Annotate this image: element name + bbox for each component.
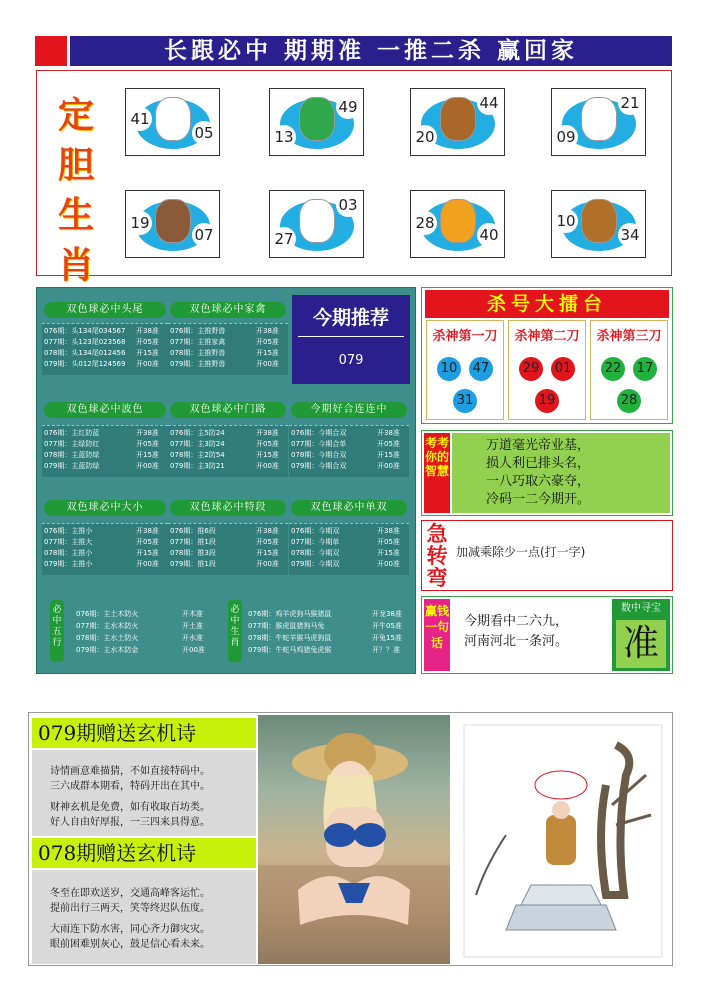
tiger-icon [440, 199, 476, 243]
zodiac-label-char: 生 [57, 194, 94, 236]
group-row: 078期：主蓝防绿 [44, 451, 100, 459]
wisdom-line: 冷码一二今期开。 [486, 492, 591, 507]
group-row: 076期：主土木防火 [76, 610, 139, 618]
group-tag: 必中生肖 [228, 600, 242, 662]
zodiac-label-char: 胆 [57, 144, 94, 186]
recommend-box [292, 295, 410, 384]
recommend-title: 今期推荐 [312, 307, 389, 329]
wisdom-line: 一八巧取六豪夺， [486, 474, 591, 489]
group-result: 开38准 [256, 327, 279, 335]
group-result: 开牛05准 [372, 622, 402, 630]
dog-icon [440, 97, 476, 141]
group-result: 开05准 [256, 440, 279, 448]
zodiac-number: 10 [554, 209, 578, 233]
group-result: 开00准 [182, 646, 205, 654]
group-title: 双色球必中大小 [44, 500, 166, 516]
wisdom-line: 损人利已排头名， [486, 456, 591, 471]
kill-column-head: 杀神第三刀 [596, 329, 662, 344]
group-result: 开15准 [256, 349, 279, 357]
group-result: 开15准 [377, 451, 400, 459]
zodiac-number: 49 [336, 95, 360, 119]
group-row: 078期：牛蛇羊猴马虎狗鼠 [248, 634, 332, 642]
wisdom-label: 考考你的智慧 [424, 433, 450, 513]
group-row: 077期：主推大 [44, 538, 93, 546]
group-row: 079期：主推小 [44, 560, 93, 568]
group-row: 076期：推6段 [170, 527, 216, 535]
group-result: 开15准 [256, 451, 279, 459]
header-red-square [35, 36, 67, 66]
poem-line: 好人自由好厚报，一三四来具得意。 [50, 817, 210, 828]
poem-line: 诗情画意难描猜，不如直接特码中。 [50, 766, 210, 777]
kill-ball: 10 [437, 357, 461, 381]
group-title: 双色球必中单双 [291, 500, 407, 516]
group-result: 开15准 [256, 549, 279, 557]
zodiac-number: 09 [554, 125, 578, 149]
group-title: 双色球必中头尾 [44, 302, 166, 318]
group-result: 开土准 [182, 622, 203, 630]
rooster-icon [581, 97, 617, 141]
group-result: 开木准 [182, 610, 203, 618]
riddle-text: 加减乘除少一点(打一字) [456, 545, 586, 559]
group-result: 开15准 [136, 549, 159, 557]
kill-ball: 22 [601, 357, 625, 381]
group-result: 开38准 [256, 527, 279, 535]
poem-line: 财神玄机是免费，如有收取百坊类。 [50, 802, 210, 813]
recommend-number: 079 [338, 353, 364, 368]
group-result: 开？？准 [372, 646, 400, 654]
poem079-title: 079期赠送玄机诗 [32, 718, 256, 748]
group-result: 开00准 [256, 360, 279, 368]
zodiac-number: 03 [336, 193, 360, 217]
zodiac-card [551, 190, 646, 258]
group-result: 开05准 [377, 440, 400, 448]
group-result: 开05准 [256, 338, 279, 346]
group-row: 078期：主推小 [44, 549, 93, 557]
rabbit-icon [299, 199, 335, 243]
group-row: 079期：主3防21 [170, 462, 225, 470]
group-result: 开05准 [136, 338, 159, 346]
group-result: 开00准 [256, 462, 279, 470]
zodiac-number: 19 [128, 211, 152, 235]
win-line: 今期看中二六九， [464, 614, 569, 629]
group-result: 开38准 [136, 527, 159, 535]
pig-icon [155, 199, 191, 243]
beach-photo [258, 715, 450, 964]
zodiac-label [56, 90, 96, 290]
group-title: 双色球必中门路 [170, 402, 286, 418]
poem078-title: 078期赠送玄机诗 [32, 838, 256, 868]
zodiac-number: 07 [192, 223, 216, 247]
group-row: 076期：主5防24 [170, 429, 225, 437]
group-result: 开05准 [136, 440, 159, 448]
group-row: 079期：主推野兽 [170, 360, 226, 368]
group-title: 今期好合连连中 [291, 402, 407, 418]
kill-ball: 01 [551, 357, 575, 381]
group-row: 077期：主推家禽 [170, 338, 226, 346]
kill-ball: 31 [453, 389, 477, 413]
kill-column [508, 320, 586, 420]
group-result: 开38准 [136, 429, 159, 437]
zodiac-number: 28 [413, 211, 437, 235]
group-row: 076期：头134尾034567 [44, 327, 126, 335]
win-label: 赢钱一句话 [424, 599, 450, 671]
monkey-icon [581, 199, 617, 243]
group-row: 076期：主推野兽 [170, 327, 226, 335]
zodiac-card [125, 88, 220, 156]
group-row: 079期：今期双 [291, 560, 340, 568]
group-row: 078期：今期双 [291, 549, 340, 557]
group-result: 开38准 [377, 429, 400, 437]
page-title: 长跟必中 期期准 一推二杀 赢回家 [70, 36, 672, 66]
group-row: 077期：今期合单 [291, 440, 347, 448]
group-result: 开00准 [136, 560, 159, 568]
zodiac-card [269, 190, 364, 258]
group-row: 076期：今期合双 [291, 429, 347, 437]
zodiac-number: 27 [272, 227, 296, 251]
zodiac-number: 40 [477, 223, 501, 247]
group-row: 076期：主推小 [44, 527, 93, 535]
poem-line: 提前出行三两天，笑等终迟队伍度。 [50, 903, 210, 914]
zodiac-number: 13 [272, 125, 296, 149]
zodiac-number: 05 [192, 121, 216, 145]
riddle-label: 急转弯 [426, 521, 448, 590]
zodiac-card [551, 88, 646, 156]
zodiac-number: 34 [618, 223, 642, 247]
kill-column-head: 杀神第二刀 [514, 329, 580, 344]
group-row: 076期：今期双 [291, 527, 340, 535]
group-result: 开兔15准 [372, 634, 402, 642]
zodiac-number: 41 [128, 107, 152, 131]
poem-line: 眼前困难别灰心，鼓足信心看未来。 [50, 939, 210, 950]
group-row: 078期：今期合双 [291, 451, 347, 459]
zodiac-number: 44 [477, 91, 501, 115]
group-result: 开15准 [136, 451, 159, 459]
poem-line: 三六成群本期看，特码开出在其中。 [50, 781, 210, 792]
group-result: 开38准 [256, 429, 279, 437]
group-row: 077期：推1段 [170, 538, 216, 546]
kill-ball: 28 [617, 389, 641, 413]
group-row: 077期：主3防24 [170, 440, 225, 448]
group-result: 开00准 [377, 560, 400, 568]
group-row: 077期：主水木防火 [76, 622, 139, 630]
wisdom-line: 万道毫光帝业基， [486, 438, 591, 453]
group-result: 开水准 [182, 634, 203, 642]
zodiac-number: 21 [618, 91, 642, 115]
group-result: 开00准 [136, 462, 159, 470]
poem-line: 大雨连下防水害，同心齐力御灾灾。 [50, 924, 210, 935]
wisdom-body [452, 433, 670, 513]
group-row: 079期：头012尾124569 [44, 360, 126, 368]
group-row: 079期：牛蛇马鸡猪兔虎猴 [248, 646, 332, 654]
group-row: 079期：今期合双 [291, 462, 347, 470]
group-row: 076期：鸡羊虎狗马猴猪鼠 [248, 610, 332, 618]
kill-ball: 17 [633, 357, 657, 381]
group-row: 078期：头134尾012456 [44, 349, 126, 357]
group-result: 开15准 [377, 549, 400, 557]
group-row: 078期：主水土防火 [76, 634, 139, 642]
kill-ball: 19 [535, 389, 559, 413]
group-tag: 必中五行 [50, 600, 64, 662]
group-result: 开15准 [136, 349, 159, 357]
group-result: 开00准 [256, 560, 279, 568]
group-row: 077期：头123尾023568 [44, 338, 126, 346]
poem-line: 冬至在即欢送岁，交通高峰客运忙。 [50, 888, 210, 899]
group-row: 076期：主红防蓝 [44, 429, 100, 437]
group-row: 078期：主2防54 [170, 451, 225, 459]
group-row: 078期：主推野兽 [170, 349, 226, 357]
group-title: 双色球必中波色 [44, 402, 166, 418]
zodiac-card [410, 190, 505, 258]
group-result: 开龙38准 [372, 610, 402, 618]
zodiac-card [269, 88, 364, 156]
group-result: 开00准 [136, 360, 159, 368]
group-row: 079期：主蓝防绿 [44, 462, 100, 470]
group-row: 077期：主绿防红 [44, 440, 100, 448]
zodiac-number: 20 [413, 125, 437, 149]
group-result: 开05准 [256, 538, 279, 546]
group-row: 078期：推3段 [170, 549, 216, 557]
win-line: 河南河北一条河。 [464, 634, 569, 649]
zodiac-label-char: 定 [57, 94, 94, 136]
treasure-char: 准 [616, 620, 666, 668]
zodiac-card [410, 88, 505, 156]
group-title: 双色球必中特段 [170, 500, 286, 516]
kill-title: 杀号大擂台 [425, 290, 669, 318]
group-result: 开05准 [136, 538, 159, 546]
kill-ball: 29 [519, 357, 543, 381]
zodiac-label-char: 肖 [57, 244, 94, 286]
kill-ball: 47 [469, 357, 493, 381]
sage-illustration [456, 715, 670, 964]
group-row: 079期：主水木防金 [76, 646, 139, 654]
snake-icon [299, 97, 335, 141]
group-row: 077期：今期单 [291, 538, 340, 546]
group-title: 双色球必中家禽 [170, 302, 286, 318]
group-row: 079期：推1段 [170, 560, 216, 568]
treasure-label: 数中寻宝 [621, 603, 661, 614]
ox-icon [155, 97, 191, 141]
kill-column [590, 320, 668, 420]
kill-column [426, 320, 504, 420]
group-result: 开38准 [136, 327, 159, 335]
group-result: 开05准 [377, 538, 400, 546]
zodiac-card [125, 190, 220, 258]
group-result: 开00准 [377, 462, 400, 470]
kill-column-head: 杀神第一刀 [432, 329, 498, 344]
group-result: 开38准 [377, 527, 400, 535]
group-row: 077期：猴虎鼠猪狗马兔 [248, 622, 325, 630]
